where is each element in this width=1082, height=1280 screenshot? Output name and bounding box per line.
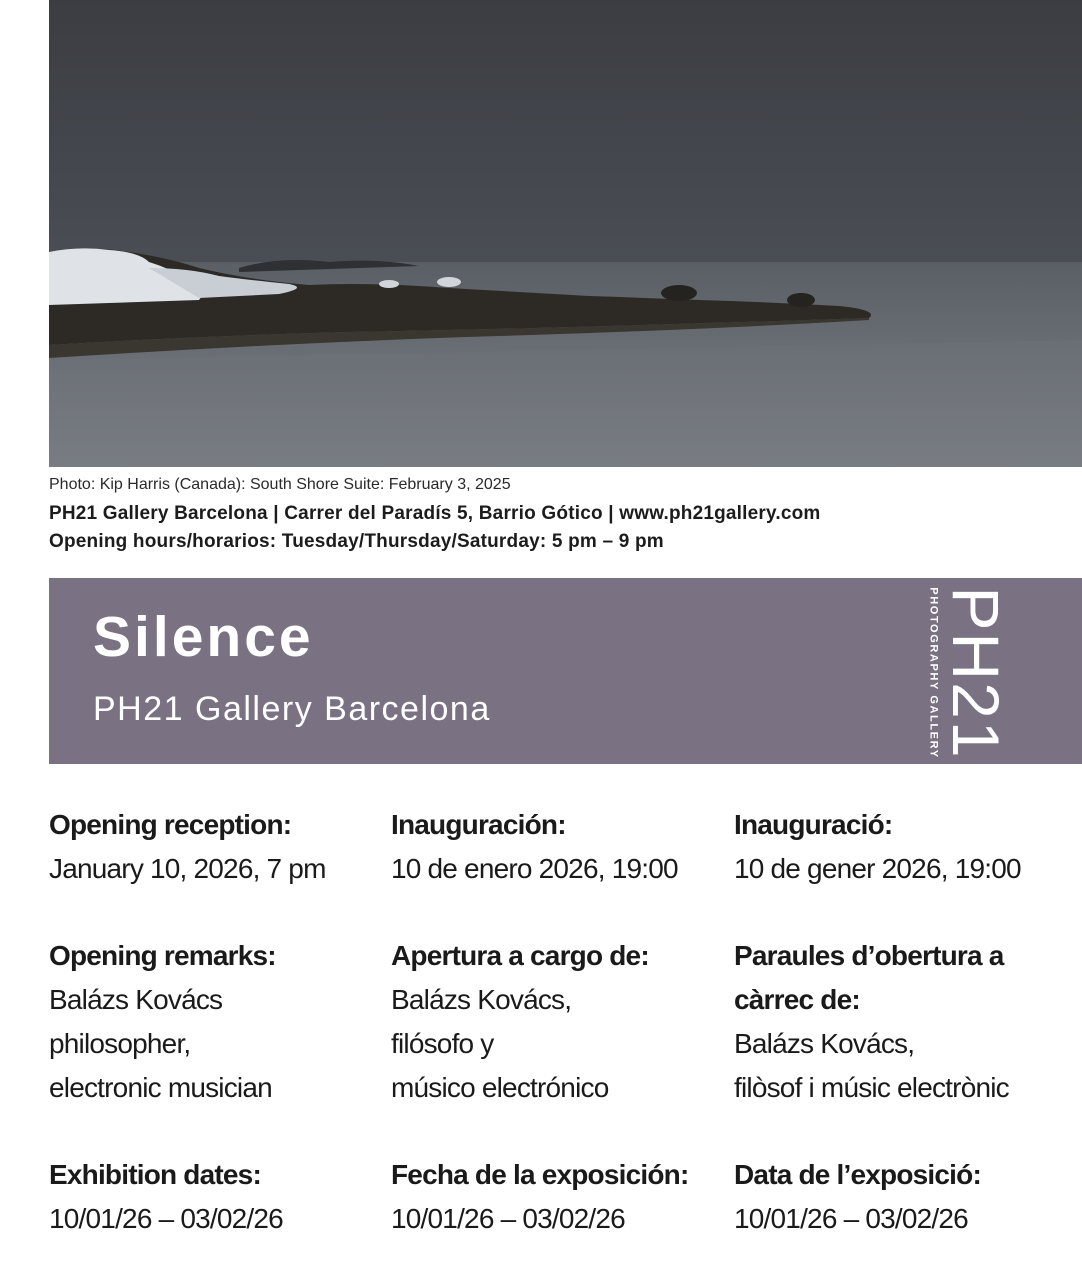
remarks-heading: Opening remarks: xyxy=(49,940,276,971)
opening-value: January 10, 2026, 7 pm xyxy=(49,853,326,884)
remarks-heading: Apertura a cargo de: xyxy=(391,940,649,971)
opening-heading: Inauguració: xyxy=(734,809,893,840)
seascape-illustration xyxy=(49,0,1082,467)
title-banner xyxy=(49,578,1082,764)
logo-wordmark: PH21 xyxy=(939,586,1013,760)
exhibition-title: Silence xyxy=(93,605,314,669)
dates-value: 10/01/26 – 03/02/26 xyxy=(391,1203,625,1234)
remarks-line: electronic musician xyxy=(49,1072,272,1103)
english-remarks-block xyxy=(49,934,379,1110)
spanish-dates-block xyxy=(391,1153,731,1241)
opening-value: 10 de gener 2026, 19:00 xyxy=(734,853,1021,884)
ph21-logo xyxy=(901,586,1051,760)
remarks-line: músico electrónico xyxy=(391,1072,609,1103)
remarks-heading: Paraules d’obertura a xyxy=(734,940,1004,971)
opening-heading: Inauguración: xyxy=(391,809,566,840)
dates-value: 10/01/26 – 03/02/26 xyxy=(49,1203,283,1234)
english-dates-block xyxy=(49,1153,379,1241)
catalan-remarks-block xyxy=(734,934,1074,1110)
english-opening-block xyxy=(49,803,379,891)
remarks-line: Balázs Kovács, xyxy=(391,984,572,1015)
catalan-dates-block xyxy=(734,1153,1064,1241)
spanish-remarks-block xyxy=(391,934,721,1110)
photo-caption: Photo: Kip Harris (Canada): South Shore Suite: February 3, 2025 xyxy=(49,476,511,493)
remarks-line: philosopher, xyxy=(49,1028,191,1059)
opening-hours-line: Opening hours/horarios: Tuesday/Thursday/Saturday: 5 pm – 9 pm xyxy=(49,531,664,552)
remarks-heading-continued: càrrec de: xyxy=(734,984,860,1015)
remarks-line: filòsof i músic electrònic xyxy=(734,1072,1009,1103)
remarks-line: filósofo y xyxy=(391,1028,494,1059)
dates-heading: Data de l’exposició: xyxy=(734,1159,981,1190)
opening-value: 10 de enero 2026, 19:00 xyxy=(391,853,678,884)
dates-heading: Exhibition dates: xyxy=(49,1159,261,1190)
dates-heading: Fecha de la exposición: xyxy=(391,1159,689,1190)
gallery-address-line: PH21 Gallery Barcelona | Carrer del Paradís 5, Barrio Gótico | www.ph21gallery.com xyxy=(49,503,821,524)
spanish-opening-block xyxy=(391,803,721,891)
gallery-name: PH21 Gallery Barcelona xyxy=(93,690,491,728)
logo-tagline: PHOTOGRAPHY GALLERY xyxy=(927,587,940,759)
seascape-photo xyxy=(49,0,1082,467)
catalan-opening-block xyxy=(734,803,1064,891)
opening-heading: Opening reception: xyxy=(49,809,292,840)
remarks-line: Balázs Kovács, xyxy=(734,1028,915,1059)
dates-value: 10/01/26 – 03/02/26 xyxy=(734,1203,968,1234)
remarks-line: Balázs Kovács xyxy=(49,984,223,1015)
